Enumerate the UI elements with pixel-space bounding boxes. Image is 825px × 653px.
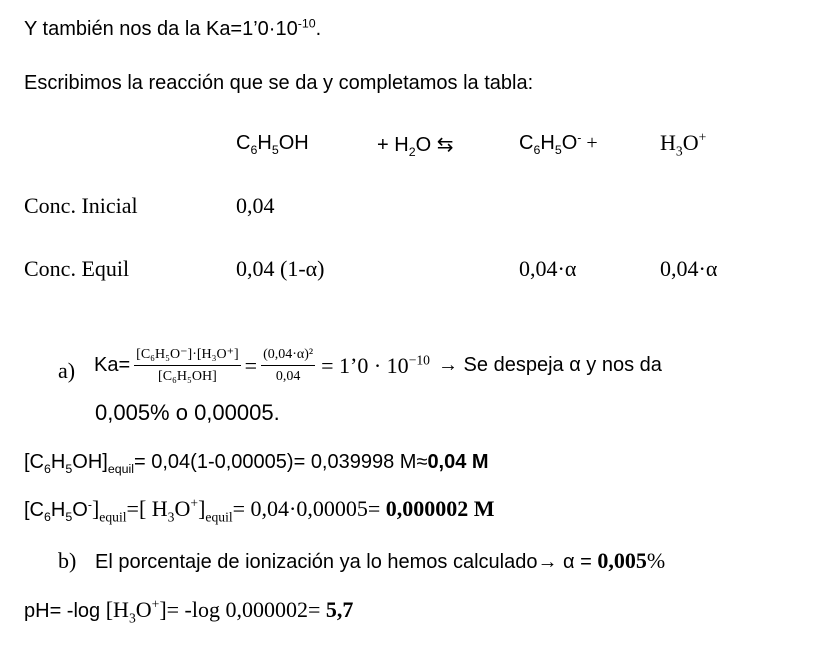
product-phenoxide: $C_6H_5O^-$ + — [519, 130, 598, 157]
equals-sign: = — [244, 352, 258, 378]
row-equil-value-hydronium: 0,04·α — [660, 256, 718, 281]
reactant-phenol: $C_6H_5OH$ — [236, 132, 309, 157]
row-initial-label: Conc. Inicial — [24, 193, 138, 218]
fraction-1-numerator: [C₆H₅O⁻]·[H₃O⁺] — [134, 346, 241, 366]
ka-value: = 1’0 · $10^{-10}$ — [321, 352, 430, 378]
part-a-equation — [94, 346, 662, 385]
reactant-water: + $H_2O$ ⇆ — [377, 134, 454, 159]
conc-phenoxide-result: 0,000002 M — [385, 496, 495, 521]
part-a-conclusion: → Se despeja α y nos da — [438, 354, 662, 376]
ka-label: Ka= — [94, 354, 131, 376]
part-a-marker: a) — [58, 358, 76, 383]
intro-exponent: -10 — [297, 16, 316, 31]
row-equil-label: Conc. Equil — [24, 256, 130, 281]
intro-line — [24, 18, 321, 41]
part-b-marker: b) — [58, 548, 77, 573]
fraction-2-numerator: (0,04·α)² — [261, 347, 315, 366]
row-equil-value-phenoxide: 0,04·α — [519, 256, 577, 281]
part-b-result: 0,005 — [597, 548, 647, 573]
ka-fraction-1 — [134, 346, 241, 385]
conc-phenol-result: 0,04 M — [427, 451, 489, 473]
conc-phenol-line: $[C_6H_5OH]_{equil}= 0,04(1-0,00005)= 0,039998$ M≈0,04 M — [24, 451, 489, 476]
product-hydronium: $H_3O^+$ — [660, 129, 707, 159]
ph-line: pH= -log $[H_3O^+]= -\log$ 0,000002= 5,7 — [24, 596, 354, 626]
row-equil-value-phenol: 0,04 (1-α) — [236, 256, 325, 281]
ph-result: 5,7 — [325, 597, 354, 622]
reaction-intro: Escribimos la reacción que se da y completamos la tabla: — [24, 72, 534, 94]
intro-suffix: . — [315, 18, 322, 40]
fraction-2-denominator: 0,04 — [275, 368, 301, 384]
row-initial-value: 0,04 — [236, 193, 275, 218]
fraction-1-denominator: [C₆H₅OH] — [158, 369, 217, 384]
ka-fraction-2 — [261, 347, 315, 385]
conc-phenoxide-line: $[C_6H_5O^-]_{equil}=$[ $H_3O^+]_{equil}= 0,04\cdot 0,00005= 0,000002$ M — [24, 495, 495, 525]
intro-prefix: Y también nos da la Ka=1’0·10 — [24, 18, 298, 40]
part-a-result: 0,005% o 0,00005. — [95, 400, 280, 425]
part-b-line: El porcentaje de ionización ya lo hemos calculado→ α = 0,005% — [95, 548, 666, 573]
